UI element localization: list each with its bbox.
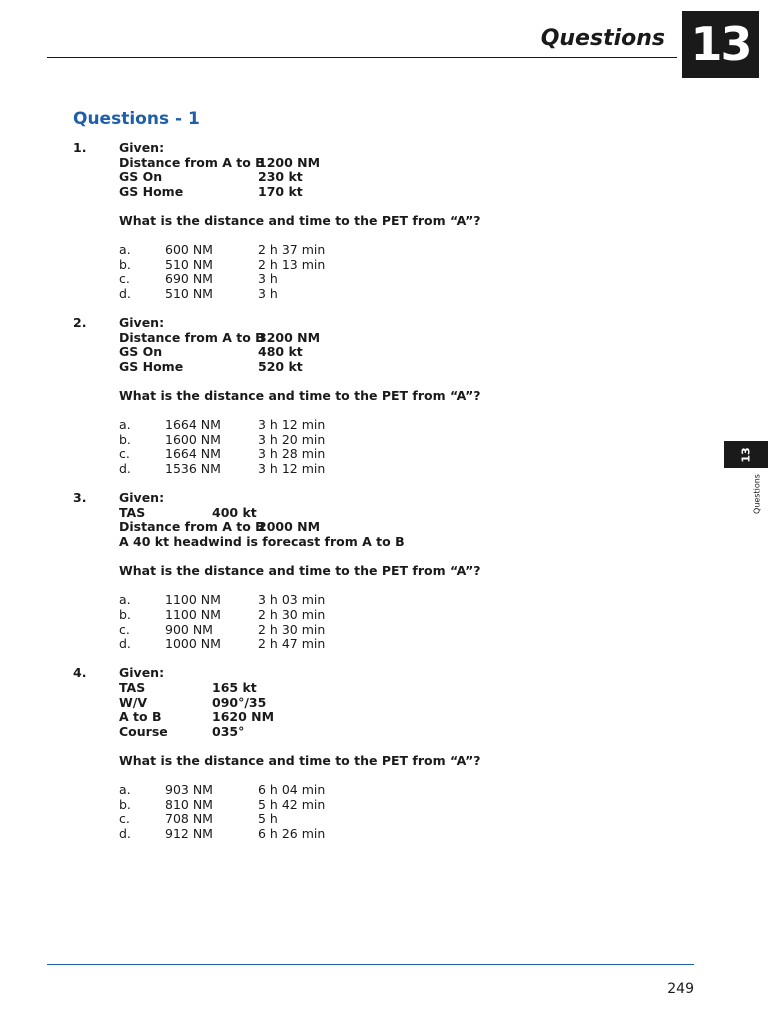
option-time: 2 h 13 min [258, 256, 326, 272]
option-letter: b. [119, 256, 131, 272]
option-distance: 1000 NM [165, 636, 221, 652]
given-row-value: 165 kt [212, 679, 257, 695]
question-2 [73, 316, 693, 477]
given-row-label: TAS [119, 679, 146, 695]
question-body [119, 666, 693, 841]
option-time: 3 h 20 min [258, 431, 326, 447]
option-letter: d. [119, 461, 131, 477]
option-time: 2 h 47 min [258, 636, 326, 652]
given-row-value: 230 kt [258, 169, 303, 185]
option-letter: c. [119, 621, 130, 637]
option-distance: 900 NM [165, 621, 213, 637]
given-row [119, 520, 693, 535]
given-row [119, 535, 693, 550]
question-prompt: What is the distance and time to the PET from “A”? [119, 563, 481, 579]
option-letter: a. [119, 242, 131, 258]
answer-option-d[interactable] [119, 637, 693, 652]
given-row-value: 3200 NM [258, 329, 321, 345]
option-distance: 690 NM [165, 271, 213, 287]
question-number: 3. [73, 490, 87, 506]
question-number: 2. [73, 315, 87, 331]
question-1 [73, 141, 693, 302]
option-distance: 810 NM [165, 796, 213, 812]
answer-option-a[interactable] [119, 783, 693, 798]
given-row-label: Distance from A to B [119, 329, 265, 345]
option-letter: a. [119, 782, 131, 798]
answer-options [119, 593, 693, 651]
option-time: 3 h [258, 271, 278, 287]
question-prompt: What is the distance and time to the PET from “A”? [119, 388, 481, 404]
answer-option-b[interactable] [119, 608, 693, 623]
option-time: 2 h 30 min [258, 607, 326, 622]
option-time: 6 h 04 min [258, 782, 326, 798]
answer-option-c[interactable] [119, 447, 693, 462]
given-row [119, 360, 693, 375]
option-distance: 912 NM [165, 825, 213, 841]
given-row [119, 185, 693, 200]
option-letter: b. [119, 607, 131, 622]
option-time: 3 h 12 min [258, 417, 326, 433]
given-row-value: 1200 NM [258, 154, 321, 170]
given-row-label: Distance from A to B [119, 154, 265, 170]
option-time: 3 h 28 min [258, 446, 326, 462]
option-time: 2 h 37 min [258, 242, 326, 258]
question-number: 4. [73, 665, 87, 681]
question-4 [73, 666, 693, 841]
option-time: 5 h 42 min [258, 796, 326, 812]
given-row [119, 170, 693, 185]
option-letter: d. [119, 636, 131, 652]
option-distance: 1536 NM [165, 461, 221, 477]
answer-option-b[interactable] [119, 798, 693, 813]
given-row-value: 400 kt [212, 504, 257, 520]
answer-option-a[interactable] [119, 593, 693, 608]
option-letter: c. [119, 271, 130, 287]
given-row [119, 156, 693, 171]
given-row-label: A 40 kt headwind is forecast from A to B [119, 534, 405, 550]
option-letter: d. [119, 285, 131, 301]
answer-option-d[interactable] [119, 462, 693, 477]
given-row-value: 2000 NM [258, 519, 321, 535]
header-rule [47, 57, 677, 58]
option-letter: d. [119, 825, 131, 841]
answer-option-d[interactable] [119, 827, 693, 842]
answer-options [119, 783, 693, 841]
given-row-value: 090°/35 [212, 694, 267, 710]
question-body [119, 316, 693, 477]
given-row-label: GS On [119, 169, 163, 185]
answer-option-c[interactable] [119, 623, 693, 638]
given-row-value: 1620 NM [212, 709, 275, 725]
given-row-value: 480 kt [258, 344, 303, 360]
option-distance: 1100 NM [165, 592, 221, 608]
question-prompt: What is the distance and time to the PET from “A”? [119, 752, 481, 768]
given-row-label: GS Home [119, 358, 184, 374]
given-row [119, 681, 693, 696]
option-distance: 1664 NM [165, 417, 221, 433]
question-body [119, 491, 693, 652]
given-row-label: W/V [119, 694, 148, 710]
given-row-label: Course [119, 723, 168, 739]
option-letter: a. [119, 592, 131, 608]
option-letter: c. [119, 811, 130, 827]
answer-option-c[interactable] [119, 272, 693, 287]
footer-rule [47, 964, 694, 965]
option-time: 3 h [258, 285, 278, 301]
option-distance: 510 NM [165, 256, 213, 272]
given-row [119, 725, 693, 740]
given-label: Given: [119, 665, 165, 681]
option-time: 6 h 26 min [258, 825, 326, 841]
given-row [119, 710, 693, 725]
given-row-label: GS On [119, 344, 163, 360]
questions-list [73, 141, 693, 842]
answer-option-b[interactable] [119, 433, 693, 448]
given-row-value: 170 kt [258, 183, 303, 199]
answer-option-b[interactable] [119, 258, 693, 273]
question-3 [73, 491, 693, 652]
option-distance: 1664 NM [165, 446, 221, 462]
given-row-label: TAS [119, 504, 146, 520]
given-row-value: 520 kt [258, 358, 303, 374]
given-row-label: GS Home [119, 183, 184, 199]
option-distance: 708 NM [165, 811, 213, 827]
option-letter: b. [119, 431, 131, 447]
given-label: Given: [119, 490, 165, 506]
answer-option-d[interactable] [119, 287, 693, 302]
question-number: 1. [73, 140, 87, 155]
given-row [119, 506, 693, 521]
option-distance: 903 NM [165, 782, 213, 798]
chapter-number-box: 13 [682, 11, 759, 78]
side-tab-number: 13 [739, 447, 753, 463]
answer-option-a[interactable] [119, 243, 693, 258]
option-distance: 1600 NM [165, 431, 221, 447]
option-distance: 600 NM [165, 242, 213, 258]
given-row [119, 696, 693, 711]
page-number: 249 [667, 981, 694, 997]
question-body [119, 141, 693, 302]
answer-options [119, 418, 693, 476]
option-letter: c. [119, 446, 130, 462]
side-tab-label: Questions [752, 474, 762, 514]
option-letter: a. [119, 417, 131, 433]
given-row-label: A to B [119, 709, 162, 725]
given-label: Given: [119, 140, 165, 155]
option-distance: 1100 NM [165, 607, 221, 622]
given-row-value: 035° [212, 723, 245, 739]
answer-option-c[interactable] [119, 812, 693, 827]
option-time: 3 h 03 min [258, 592, 326, 608]
question-prompt: What is the distance and time to the PET from “A”? [119, 212, 481, 228]
option-distance: 510 NM [165, 285, 213, 301]
given-label: Given: [119, 315, 165, 331]
header-title: Questions [540, 26, 665, 51]
answer-options [119, 243, 693, 301]
given-row-label: Distance from A to B [119, 519, 265, 535]
given-row [119, 331, 693, 346]
section-title: Questions - 1 [73, 109, 200, 129]
option-time: 3 h 12 min [258, 461, 326, 477]
given-row [119, 345, 693, 360]
option-time: 5 h [258, 811, 278, 827]
option-time: 2 h 30 min [258, 621, 326, 637]
answer-option-a[interactable] [119, 418, 693, 433]
option-letter: b. [119, 796, 131, 812]
